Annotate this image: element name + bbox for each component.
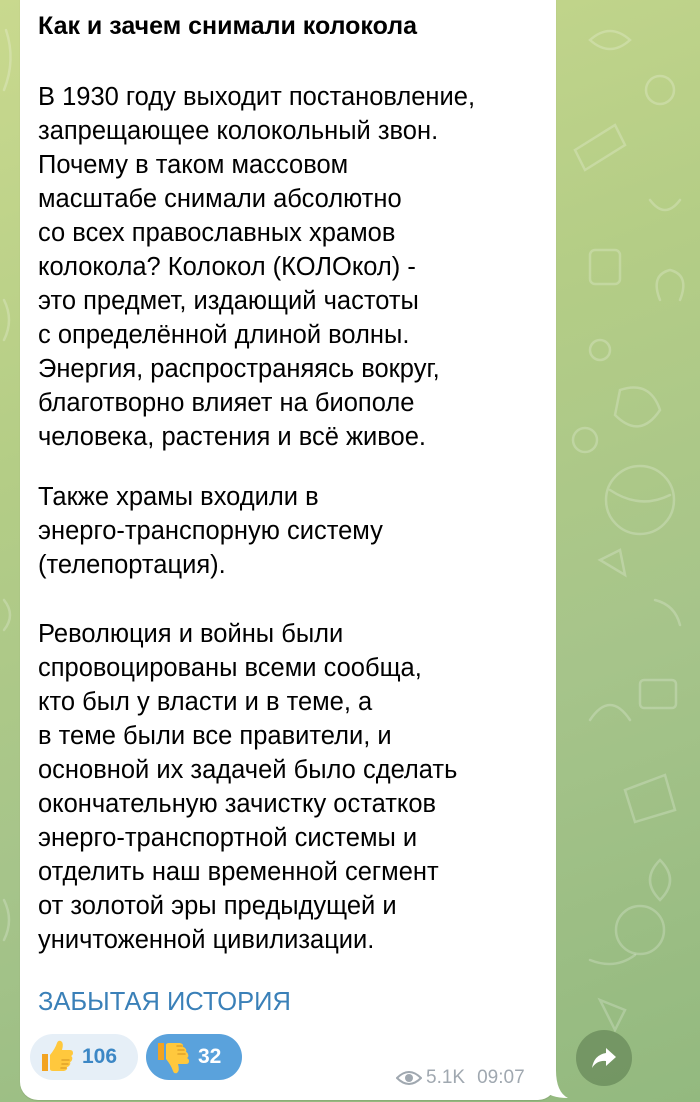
- reaction-thumbs-down-count: 32: [198, 1045, 222, 1068]
- post-paragraph-3: Революция и войны были спровоцированы всеми сообща, кто был у власти и в теме, а в теме были все правители, и основной их задачей было сделать окончательную зачистку остатков энерго-транспортной системы и отделить наш временной сегмент от золотой эры предыдущей и уничтоженной цивилизации.: [38, 620, 458, 954]
- post-paragraph-2: Также храмы входили в энерго-транспорную систему (телепортация).: [38, 483, 383, 579]
- eye-icon: [396, 1069, 422, 1087]
- channel-link[interactable]: ЗАБЫТАЯ ИСТОРИЯ: [38, 988, 291, 1016]
- views-count: 5.1K: [426, 1067, 466, 1088]
- message-time: 09:07: [477, 1067, 525, 1088]
- reaction-thumbs-down-button[interactable]: [146, 1034, 242, 1080]
- forward-arrow-icon: [591, 1047, 617, 1069]
- message-meta: [396, 1066, 525, 1090]
- reaction-thumbs-up-button[interactable]: [30, 1034, 138, 1080]
- reaction-thumbs-up-count: 106: [82, 1045, 118, 1068]
- thumbs-up-icon: [38, 1039, 74, 1075]
- post-paragraph-1: В 1930 году выходит постановление, запрещающее колокольный звон. Почему в таком массовом масштабе снимали абсолютно со всех православных храмов колокола? Колокол (КОЛОкол) - это предмет, издающий частоты с определённой длиной волны. Энергия, распространяясь вокруг, благотворно влияет на биополе человека, растения и всё живое.: [38, 83, 476, 451]
- thumbs-down-icon: [154, 1039, 190, 1075]
- forward-button[interactable]: [576, 1030, 632, 1086]
- bubble-tail: [544, 1070, 568, 1098]
- post-title: Как и зачем снимали колокола: [38, 12, 418, 40]
